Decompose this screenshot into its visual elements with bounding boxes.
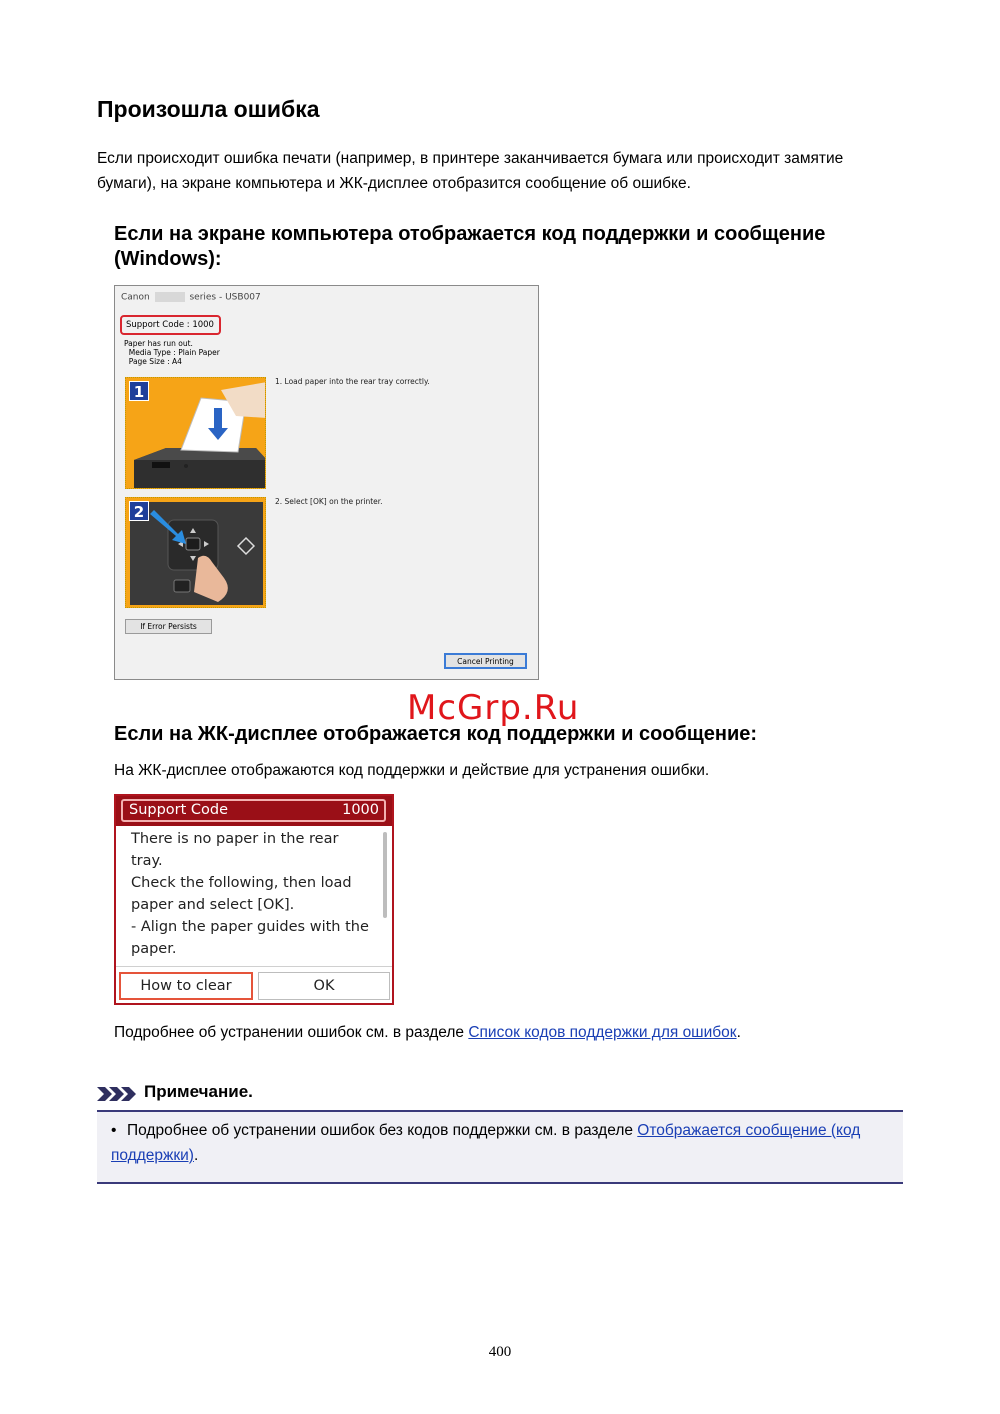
note-title: Примечание. xyxy=(144,1082,253,1101)
more-info-paragraph xyxy=(114,1022,741,1044)
model-name-blank xyxy=(155,292,185,302)
note-text: Подробнее об устранении ошибок без кодов поддержки см. в разделе xyxy=(127,1122,638,1139)
if-error-persists-button: If Error Persists xyxy=(125,619,212,634)
lcd-support-code-bar xyxy=(116,796,392,826)
page-title: Произошла ошибка xyxy=(97,96,320,122)
more-info-prefix: Подробнее об устранении ошибок см. в разделе xyxy=(114,1024,469,1041)
note-header xyxy=(97,1082,903,1110)
lcd-scrollbar xyxy=(383,832,387,918)
dialog-error-message: Paper has run out. Media Type : Plain Paper Page Size : A4 xyxy=(124,339,220,366)
note-block xyxy=(97,1082,903,1184)
dialog-title-series: series - USB007 xyxy=(189,292,261,303)
intro-paragraph: Если происходит ошибка печати (например, в принтере заканчивается бумага или происходит замятие бумаги), на экране компьютера и ЖК-дисплее отобразится сообщение об ошибке. xyxy=(97,150,844,192)
note-content xyxy=(97,1110,903,1184)
section-heading-lcd: Если на ЖК-дисплее отображается код поддержки и сообщение: xyxy=(114,723,758,745)
lcd-support-code-label: Support Code xyxy=(129,802,229,818)
page-number: 400 xyxy=(488,1344,512,1360)
note-arrows-icon xyxy=(97,1085,139,1103)
support-code-highlight: Support Code : 1000 xyxy=(120,315,221,335)
message-support-code-link[interactable]: Отображается сообщение (код поддержки) xyxy=(111,1122,861,1164)
note-suffix: . xyxy=(193,1147,199,1164)
lcd-message-line: tray. xyxy=(131,853,163,869)
lcd-message-line: paper and select [OK]. xyxy=(131,897,295,913)
dialog-title-brand: Canon xyxy=(121,292,150,303)
lcd-how-to-clear-button: How to clear xyxy=(119,972,253,1000)
step1-text: 1. Load paper into the rear tray correctly. xyxy=(275,377,430,386)
step2-number-badge: 2 xyxy=(129,501,149,521)
step1-number-badge: 1 xyxy=(129,381,149,401)
lcd-divider xyxy=(116,966,392,967)
step2-illustration xyxy=(125,497,266,608)
lcd-description: На ЖК-дисплее отображаются код поддержки и действие для устранения ошибки. xyxy=(114,762,710,779)
step2-text: 2. Select [OK] on the printer. xyxy=(275,497,383,506)
lcd-message-line: Check the following, then load xyxy=(131,875,352,891)
windows-error-dialog-screenshot xyxy=(114,285,539,680)
lcd-message-line: - Align the paper guides with the xyxy=(131,919,369,935)
lcd-support-code-value: 1000 xyxy=(342,802,379,818)
cancel-printing-button: Cancel Printing xyxy=(444,653,527,669)
note-bullet: • xyxy=(111,1122,117,1139)
watermark: McGrp.Ru xyxy=(407,688,580,728)
lcd-message xyxy=(131,828,381,960)
lcd-message-line: paper. xyxy=(131,941,177,957)
section-heading-windows: Если на экране компьютера отображается код поддержки и сообщение (Windows): xyxy=(114,223,826,270)
lcd-message-line: There is no paper in the rear xyxy=(131,831,339,847)
step1-illustration xyxy=(125,377,266,489)
dialog-title xyxy=(121,292,261,303)
lcd-ok-button: OK xyxy=(258,972,390,1000)
lcd-support-code-frame xyxy=(121,799,386,822)
support-code-list-link[interactable]: Список кодов поддержки для ошибок xyxy=(468,1024,737,1041)
more-info-suffix: . xyxy=(736,1024,741,1041)
lcd-screen-screenshot xyxy=(114,794,394,1005)
